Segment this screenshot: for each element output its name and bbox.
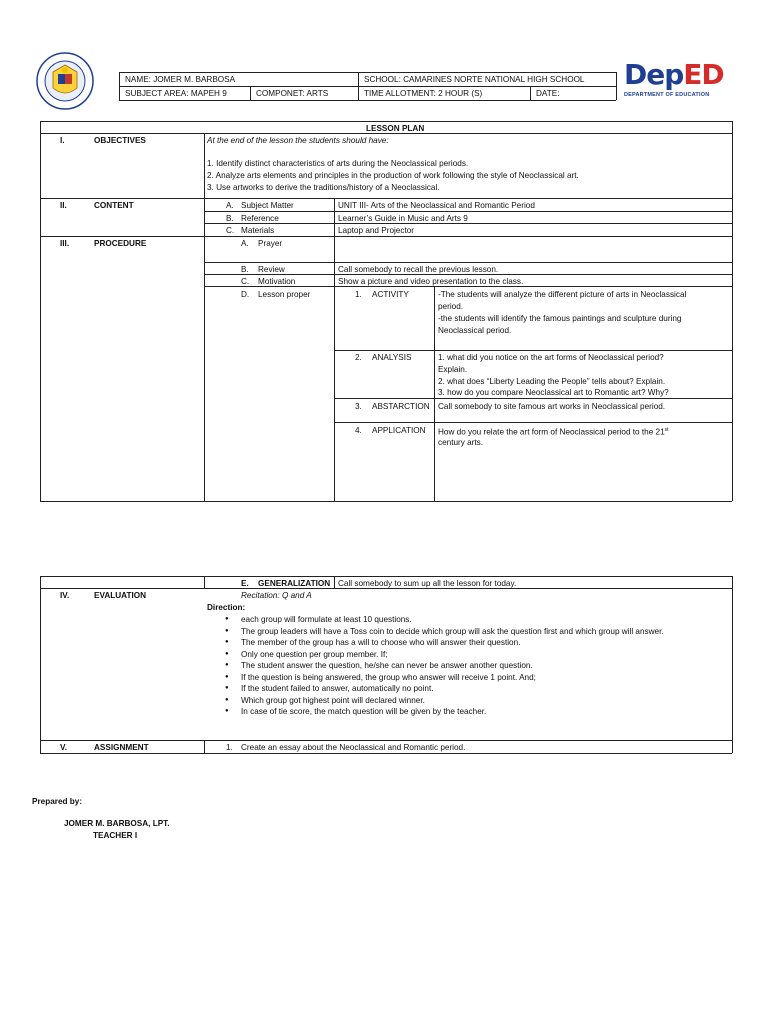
objective-item: 2. Analyze arts elements and principles in the production of work following the style of Neoclassical art. [207, 171, 579, 180]
list-item: ● In case of tie score, the match question will be given by the teacher. [241, 706, 664, 718]
school-name: SCHOOL: CAMARINES NORTE NATIONAL HIGH SCHOOL [364, 75, 585, 84]
step-line: -The students will analyze the different picture of arts in Neoclassical [438, 290, 687, 299]
content-row-label: Materials [241, 226, 275, 235]
step-analysis-label: ANALYSIS [372, 353, 412, 362]
objectives-intro: At the end of the lesson the students should have: [207, 136, 389, 145]
generalization-value: Call somebody to sum up all the lesson for today. [338, 579, 517, 588]
content-row-label: Subject Matter [241, 201, 294, 210]
step-key: 3. [355, 402, 362, 411]
list-item: ● Only one question per group member. If; [241, 649, 664, 661]
evaluation-num: IV. [60, 591, 70, 600]
component: COMPONET: ARTS [256, 89, 329, 98]
step-line: 1. what did you notice on the art forms of Neoclassical period? [438, 353, 664, 362]
assignment-label: ASSIGNMENT [94, 743, 149, 752]
content-label: CONTENT [94, 201, 134, 210]
prayer-label: Prayer [258, 239, 283, 248]
step-line: 2. what does “Liberty Leading the People” tells about? Explain. [438, 377, 666, 386]
deped-seal [36, 52, 94, 110]
procedure-label: PROCEDURE [94, 239, 147, 248]
generalization-key: E. [241, 579, 249, 588]
content-key: C. [226, 226, 235, 235]
procedure-num: III. [60, 239, 70, 248]
date-field: DATE: [536, 89, 560, 98]
step-line: Call somebody to site famous art works in Neoclassical period. [438, 402, 666, 411]
step-line: Explain. [438, 365, 468, 374]
assignment-key: 1. [226, 743, 233, 752]
procedure-key: A. [241, 239, 249, 248]
step-line: period. [438, 302, 464, 311]
procedure-key: D. [241, 290, 250, 299]
content-num: II. [60, 201, 67, 210]
step-key: 1. [355, 290, 362, 299]
step-line: -the students will identify the famous paintings and sculpture during [438, 314, 682, 323]
step-line: century arts. [438, 438, 484, 447]
recitation-label: Recitation: Q and A [241, 591, 312, 600]
list-item: ● If the student failed to answer, automatically no point. [241, 683, 664, 695]
reference-value: Learner’s Guide in Music and Arts 9 [338, 214, 468, 223]
evaluation-label: EVALUATION [94, 591, 147, 600]
list-item: ● Which group got highest point will declared winner. [241, 695, 664, 707]
list-item: ● If the question is being answered, the group who answer will receive 1 point. And; [241, 672, 664, 684]
content-key: B. [226, 214, 234, 223]
procedure-key: B. [241, 265, 249, 274]
step-line-text: How do you relate the art form of Neoclassical period to the 21 [438, 427, 665, 437]
motivation-value: Show a picture and video presentation to the class. [338, 277, 524, 286]
superscript: st [664, 427, 669, 433]
preparer-name: JOMER M. BARBOSA, LPT. [64, 819, 170, 828]
prepared-by-label: Prepared by: [32, 797, 83, 806]
subject-matter-value: UNIT III- Arts of the Neoclassical and Romantic Period [338, 201, 535, 210]
teacher-name: NAME: JOMER M. BARBOSA [125, 75, 236, 84]
preparer-position: TEACHER I [93, 831, 138, 840]
lesson-proper-label: Lesson proper [258, 290, 311, 299]
step-line: Neoclassical period. [438, 326, 512, 335]
subject-area: SUBJECT AREA: MAPEH 9 [125, 89, 227, 98]
step-line: 3. how do you compare Neoclassical art to Romantic art? Why? [438, 388, 669, 397]
time-allotment: TIME ALLOTMENT: 2 HOUR (S) [364, 89, 483, 98]
objectives-label: OBJECTIVES [94, 136, 146, 145]
motivation-label: Motivation [258, 277, 296, 286]
procedure-key: C. [241, 277, 250, 286]
assignment-num: V. [60, 743, 67, 752]
objective-item: 3. Use artworks to derive the traditions/history of a Neoclassical. [207, 183, 440, 192]
step-abstraction-label: ABSTARCTION [372, 402, 430, 411]
direction-label: Direction: [207, 603, 246, 612]
content-row-label: Reference [241, 214, 279, 223]
assignment-value: Create an essay about the Neoclassical and Romantic period. [241, 743, 466, 752]
list-item: ● The student answer the question, he/she can never be answer another question. [241, 660, 664, 672]
step-key: 4. [355, 426, 362, 435]
objectives-num: I. [60, 136, 65, 145]
evaluation-bullet-list [241, 614, 664, 718]
objective-item: 1. Identify distinct characteristics of arts during the Neoclassical periods. [207, 159, 469, 168]
deped-logo: DepED DEPARTMENT OF EDUCATION [624, 58, 724, 98]
step-application-label: APPLICATION [372, 426, 426, 435]
list-item: ● The group leaders will have a Toss coin to decide which group will ask the question first and which group will answer. [241, 626, 664, 638]
list-item: ● each group will formulate at least 10 questions. [241, 614, 664, 626]
step-line [438, 425, 669, 438]
step-activity-label: ACTIVITY [372, 290, 409, 299]
step-key: 2. [355, 353, 362, 362]
generalization-label: GENERALIZATION [258, 579, 331, 588]
list-item: ● The member of the group has a will to choose who will answer their question. [241, 637, 664, 649]
content-key: A. [226, 201, 234, 210]
review-label: Review [258, 265, 285, 274]
review-value: Call somebody to recall the previous lesson. [338, 265, 499, 274]
lesson-plan-title: LESSON PLAN [366, 124, 425, 133]
materials-value: Laptop and Projector [338, 226, 415, 235]
